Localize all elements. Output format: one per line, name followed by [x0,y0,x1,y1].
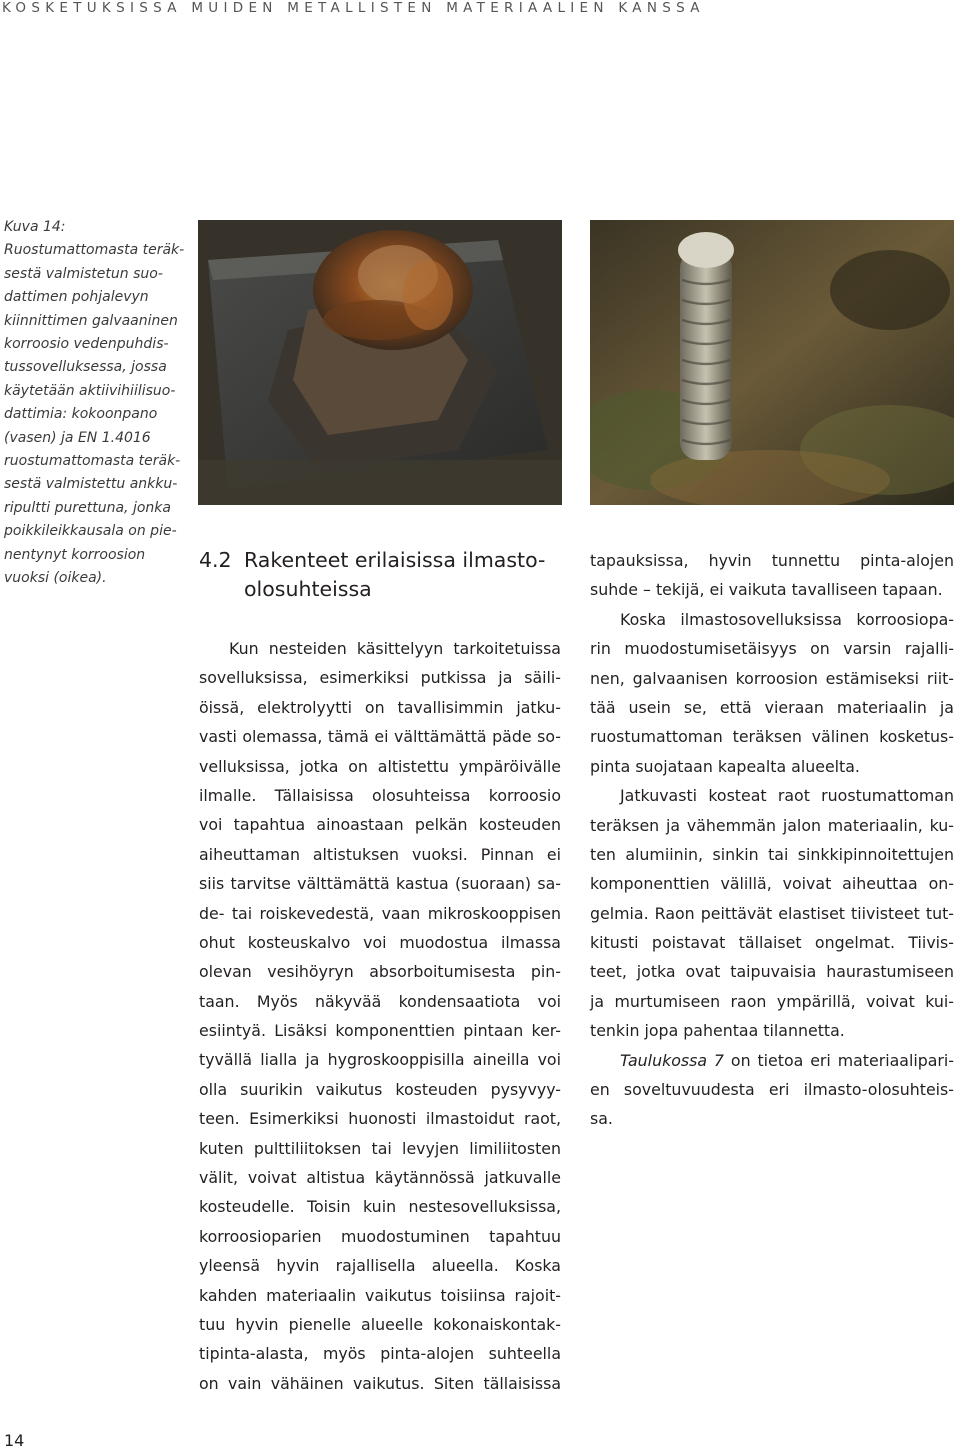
body-text-column-middle [199,634,561,1398]
caption-line: dattimia: kokoonpano [4,406,158,423]
text-line: sovelluksissa, esimerkiksi putkissa ja säili- [199,668,561,688]
caption-line: poikkileikkausala on pie- [4,523,177,540]
text-line: tipinta-alasta, myös pinta-alojen suhteella [199,1344,561,1364]
caption-line: tussovelluksessa, jossa [4,359,167,376]
text-line: Taulukossa 7 on tietoa eri materiaalipari- [620,1050,955,1070]
caption-line: sestä valmistettu ankku- [4,476,178,493]
section-title-line-2: olosuhteissa [244,577,372,601]
caption-line: dattimen pohjalevyn [4,289,149,306]
text-line: aiheuttaman altistuksen vuoksi. Pinnan ei [199,844,561,864]
caption-line: käytetään aktiivihiilisuo- [4,382,176,399]
text-line: nen, galvaanisen korroosion estämiseksi riit- [590,668,954,688]
text-line: suhde – tekijä, ei vaikuta tavalliseen tapaan. [590,580,943,600]
text-line: en soveltuvuudesta eri ilmasto-olosuhteis- [590,1080,954,1100]
text-line: Koska ilmastosovelluksissa korroosiopa- [620,609,954,629]
caption-line: ruostumattomasta teräk- [4,453,181,470]
text-line: olla suurikin vaikutus kosteuden pysyvyy- [199,1079,561,1099]
text-line: kahden materiaalin vaikutus toisiinsa rajoit- [199,1285,561,1305]
text-line: Jatkuvasti kosteat raot ruostumattoman [620,786,954,806]
text-line: tuu hyvin pienelle alueelle kokonaiskontak- [199,1314,561,1334]
text-line: komponenttien välillä, voivat aiheuttaa on- [590,874,954,894]
text-line: gelmia. Raon peittävät elastiset tiivisteet tut- [590,903,954,923]
paragraph-3 [590,781,954,1046]
text-line: ja murtumiseen raon ympärillä, voivat kui- [590,991,954,1011]
section-number: 4.2 [199,548,232,572]
text-line: välit, voivat altistua käytännössä jatkuvalle [199,1168,561,1188]
text-line: korroosioparien muodostuminen tapahtuu [199,1226,561,1246]
text-line: kitusti poistavat tällaiset ongelmat. Tiivis- [590,933,954,953]
caption-line: kiinnittimen galvaaninen [4,312,178,329]
paragraph-1 [590,546,954,605]
caption-line: Ruostumattomasta teräk- [4,242,185,259]
paragraph-4 [590,1046,954,1134]
text-line: kuten pulttiliitoksen tai levyjen limiliitosten [199,1138,561,1158]
table-reference: Taulukossa 7 [620,1050,724,1070]
caption-line: sestä valmistetun suo- [4,265,163,282]
text-line: voi tapahtua ainoastaan pelkän kosteuden [199,815,561,835]
caption-line: (vasen) ja EN 1.4016 [4,429,151,446]
caption-line: nentynyt korroosion [4,546,146,563]
text-line: siis tarvitse välttämättä kastua (suoraan) sa- [199,874,561,894]
text-line: Kun nesteiden käsittelyyn tarkoitetuissa [229,639,561,658]
caption-line: Kuva 14: [4,219,66,235]
text-line: taan. Myös näkyvää kondensaatiota voi [199,991,561,1011]
text-line: tenkin jopa pahentaa tilannetta. [590,1021,845,1041]
text-line: pinta suojataan kapealta alueelta. [590,756,860,776]
text-line: teet, jotka ovat taipuvaisia haurastumiseen [590,962,954,982]
caption-line: ripultti purettuna, jonka [4,499,171,516]
paragraph-2 [590,605,954,781]
text-line: ohut kosteuskalvo voi muodostua ilmassa [199,932,561,952]
section-title-line-1: Rakenteet erilaisissa ilmasto- [244,548,546,572]
text-line: vasti olemassa, tämä ei välttämättä päde so- [199,727,561,747]
figure-caption [4,216,186,591]
text-line: ilmalle. Tällaisissa olosuhteissa korroosio [199,785,561,805]
running-header: KOSKETUKSISSA MUIDEN METALLISTEN MATERIAALIEN KANSSA [2,0,705,16]
text-line: olevan vesihöyryn absorboitumisesta pin- [199,962,561,982]
text-line: rin muodostumisetäisyys on varsin rajalli- [590,639,954,659]
text-line: tapauksissa, hyvin tunnettu pinta-alojen [590,551,954,570]
text-line: sa. [590,1109,613,1129]
caption-line: vuoksi (oikea). [4,570,107,587]
text-line: velluksissa, jotka on altistettu ympäröivälle [199,756,561,776]
text-line: tyvällä lialla ja hygroskooppisilla aineilla voi [199,1050,561,1070]
text-line: kosteudelle. Toisin kuin nestesovelluksissa, [199,1197,561,1217]
page-number: 14 [4,1431,25,1450]
text-line: on vain vähäinen vaikutus. Siten tällaisissa [199,1373,561,1393]
text-line: öissä, elektrolyytti on tavallisimmin jatku- [199,697,561,717]
text-line: de- tai roiskevedestä, vaan mikroskooppisen [199,903,561,923]
text-line: yleensä hyvin rajallisella alueella. Koska [199,1256,561,1276]
text-line: ten alumiinin, sinkin tai sinkkipinnoitettujen [590,844,954,864]
text-line: ruostumattoman teräksen välinen kosketus- [590,727,954,747]
text-line: teen. Esimerkiksi huonosti ilmastoidut raot, [199,1109,561,1129]
corroded-bolt-assembly-photo [198,220,562,505]
body-text-column-right [590,546,954,1134]
text-line: teräksen ja vähemmän jalon materiaalin, ku- [590,815,954,835]
text-line: tää usein se, että vieraan materiaalin ja [590,697,954,717]
caption-line: korroosio vedenpuhdis- [4,336,169,353]
corroded-anchor-bolt-photo [590,220,954,505]
text-line: esiintyä. Lisäksi komponenttien pintaan ker- [199,1021,561,1041]
